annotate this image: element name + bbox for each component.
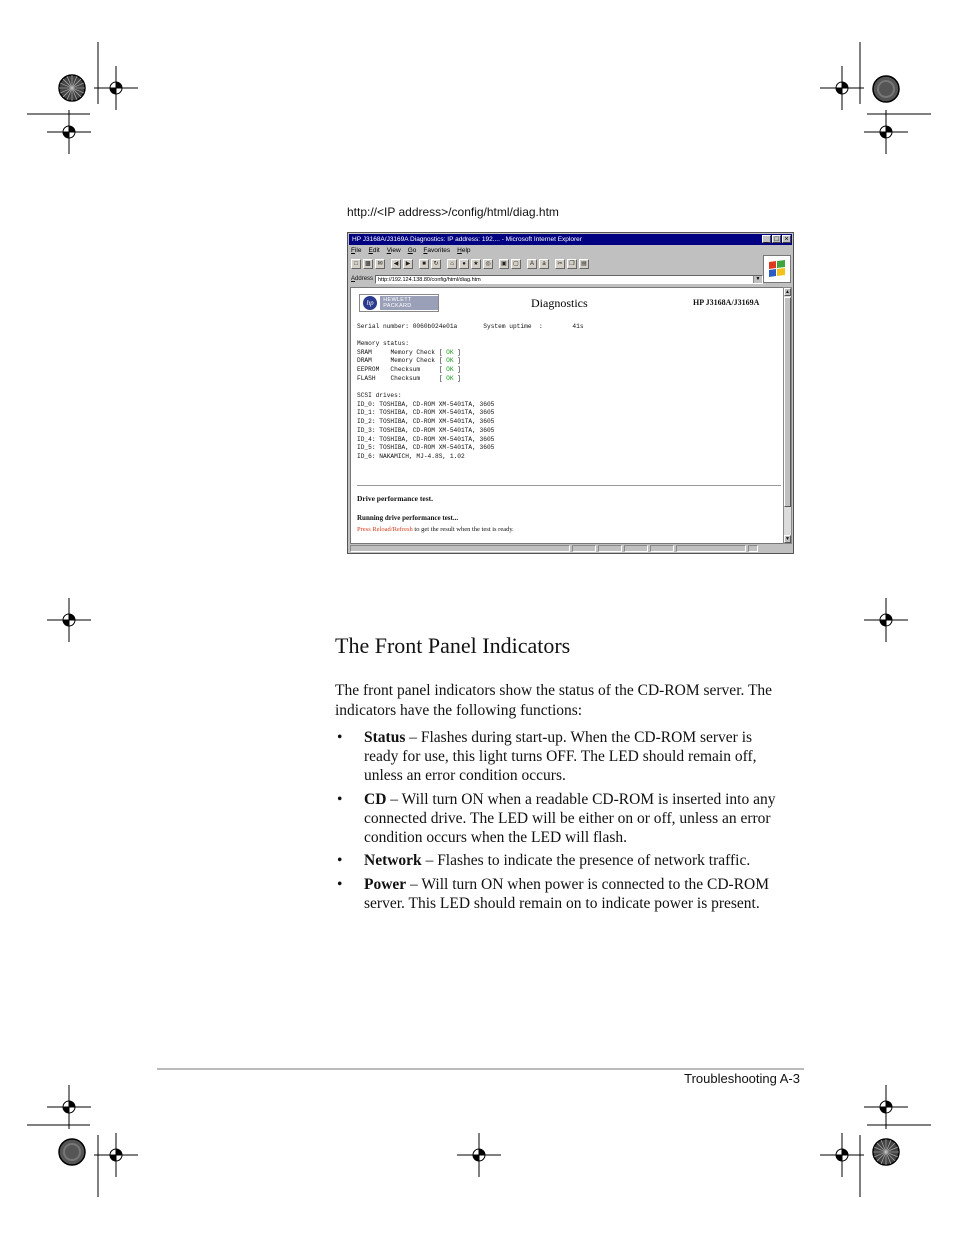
indicator-term: Network xyxy=(364,852,422,869)
fullscreen-icon[interactable]: ▢ xyxy=(511,259,521,269)
indicator-list xyxy=(335,728,790,917)
perf-test-heading: Drive performance test. xyxy=(357,494,434,503)
favorites-icon[interactable]: ★ xyxy=(471,259,481,269)
perf-note-text: to get the result when the test is ready. xyxy=(412,526,514,533)
menu-file[interactable]: File xyxy=(351,247,362,254)
font-smaller-icon[interactable]: a xyxy=(539,259,549,269)
bullet-icon: • xyxy=(337,875,343,893)
menu-view[interactable]: View xyxy=(386,247,401,254)
page-footer: Troubleshooting A-3 xyxy=(684,1071,800,1086)
browser-titlebar xyxy=(349,234,792,245)
list-item xyxy=(335,728,790,785)
window-buttons xyxy=(762,235,791,243)
copy-icon[interactable]: ❐ xyxy=(567,259,577,269)
browser-title: HP J3168A/J3169A Diagnostics: IP address: 192.... - Microsoft Internet Explorer xyxy=(352,236,582,243)
serial-line xyxy=(357,323,584,332)
close-button[interactable]: × xyxy=(782,235,791,243)
zone-icon xyxy=(748,545,758,552)
list-item xyxy=(335,790,790,847)
status-bar xyxy=(350,545,793,553)
scsi-row: ID_6: NAKAMICH, MJ-4.8S, 1.02 xyxy=(357,452,465,460)
footer-rule xyxy=(157,1068,804,1070)
bullet-icon: • xyxy=(337,729,343,746)
browser-window-screenshot xyxy=(347,232,794,554)
reload-refresh-link[interactable]: Press Reload/Refresh xyxy=(357,526,413,533)
scsi-row: ID_0: TOSHIBA, CD-ROM XM-5401TA, 3605 xyxy=(357,400,495,408)
perf-test-note xyxy=(357,526,514,533)
mail-icon[interactable]: ✉ xyxy=(375,259,385,269)
windows-logo-icon xyxy=(763,255,791,283)
search-icon[interactable]: ● xyxy=(459,259,469,269)
address-value: http://192.124.138.80/config/html/diag.htm xyxy=(378,276,481,283)
uptime-value: 41s xyxy=(572,323,584,330)
stop-icon[interactable]: ■ xyxy=(419,259,429,269)
figure-url-caption: http://<IP address>/config/html/diag.htm xyxy=(347,205,559,219)
intro-paragraph: The front panel indicators show the status of the CD-ROM server. The indicators have the following functions: xyxy=(335,682,773,719)
scsi-row: ID_4: TOSHIBA, CD-ROM XM-5401TA, 3605 xyxy=(357,435,495,443)
indicator-term: Status xyxy=(364,729,406,746)
home-icon[interactable]: ⌂ xyxy=(447,259,457,269)
indicator-description: – Will turn ON when power is connected to the CD-ROM server. This LED should remain on to indicate power is present. xyxy=(364,875,770,912)
menu-go[interactable]: Go xyxy=(407,247,417,254)
paste-icon[interactable]: ▤ xyxy=(579,259,589,269)
history-icon[interactable]: ◎ xyxy=(483,259,493,269)
memory-heading: Memory status: xyxy=(357,340,409,347)
open-icon[interactable]: □ xyxy=(351,259,361,269)
menu-edit[interactable]: Edit xyxy=(368,247,380,254)
vertical-scrollbar[interactable] xyxy=(783,287,792,544)
maximize-button[interactable]: □ xyxy=(772,235,781,243)
address-label: Address xyxy=(351,276,374,282)
section-title: The Front Panel Indicators xyxy=(335,633,571,658)
scsi-row: ID_2: TOSHIBA, CD-ROM XM-5401TA, 3605 xyxy=(357,418,495,426)
indicator-term: Power xyxy=(364,875,407,893)
browser-menubar xyxy=(351,246,471,255)
product-name: HP J3168A/J3169A xyxy=(693,298,760,307)
scsi-drives-block xyxy=(357,392,494,462)
indicator-description: – Will turn ON when a readable CD-ROM is inserted into any connected drive. The LED will be either on or off, unless an error condition occurs when the LED will flash. xyxy=(364,790,776,846)
font-larger-icon[interactable]: A xyxy=(527,259,537,269)
diagnostics-title: Diagnostics xyxy=(531,296,588,310)
browser-toolbar xyxy=(351,257,589,271)
address-bar xyxy=(351,274,763,284)
memory-row: EEPROM Checksum [ OK ] xyxy=(357,366,462,374)
memory-row: FLASH Checksum [ OK ] xyxy=(357,374,462,382)
channels-icon[interactable]: ▣ xyxy=(499,259,509,269)
memory-row: SRAM Memory Check [ OK ] xyxy=(357,348,462,356)
menu-favorites[interactable]: Favorites xyxy=(423,247,451,254)
indicator-description: – Flashes to indicate the presence of network traffic. xyxy=(421,852,751,869)
minimize-button[interactable]: _ xyxy=(762,235,771,243)
forward-icon[interactable]: ▶ xyxy=(403,259,413,269)
memory-status-block xyxy=(357,340,461,384)
scsi-row: ID_1: TOSHIBA, CD-ROM XM-5401TA, 3605 xyxy=(357,409,495,417)
serial-value: 0060b024e01a xyxy=(412,323,458,330)
list-item xyxy=(335,851,790,870)
scroll-thumb[interactable] xyxy=(784,297,791,507)
bullet-icon: • xyxy=(337,852,343,869)
address-input[interactable] xyxy=(375,275,763,284)
refresh-icon[interactable]: ↻ xyxy=(431,259,441,269)
print-icon[interactable]: ▩ xyxy=(363,259,373,269)
scsi-row: ID_3: TOSHIBA, CD-ROM XM-5401TA, 3605 xyxy=(357,426,495,434)
browser-content-area xyxy=(350,287,784,544)
hp-logo-mark: hp xyxy=(363,296,377,310)
hp-logo-text: HEWLETT PACKARD xyxy=(380,296,438,310)
perf-test-running: Running drive performance test... xyxy=(357,514,459,522)
indicator-term: CD xyxy=(364,790,387,808)
bullet-icon: • xyxy=(337,790,343,808)
list-item xyxy=(335,875,790,913)
cut-icon[interactable]: ✂ xyxy=(555,259,565,269)
uptime-label: System uptime : xyxy=(483,323,543,330)
divider xyxy=(357,485,781,486)
scsi-row: ID_5: TOSHIBA, CD-ROM XM-5401TA, 3605 xyxy=(357,444,495,452)
serial-label: Serial number: xyxy=(357,323,409,330)
memory-row: DRAM Memory Check [ OK ] xyxy=(357,357,462,365)
scroll-down-icon[interactable]: ▼ xyxy=(785,536,790,542)
scsi-heading: SCSI drives: xyxy=(357,392,402,399)
scroll-up-icon[interactable]: ▲ xyxy=(785,289,790,295)
indicator-description: – Flashes during start-up. When the CD-ROM server is ready for use, this light turns OFF. The LED should remain off, unless an error condition occurs. xyxy=(364,729,757,784)
menu-help[interactable]: Help xyxy=(457,247,471,254)
hp-logo xyxy=(359,294,439,312)
chevron-down-icon[interactable]: ▼ xyxy=(753,276,762,283)
back-icon[interactable]: ◀ xyxy=(391,259,401,269)
